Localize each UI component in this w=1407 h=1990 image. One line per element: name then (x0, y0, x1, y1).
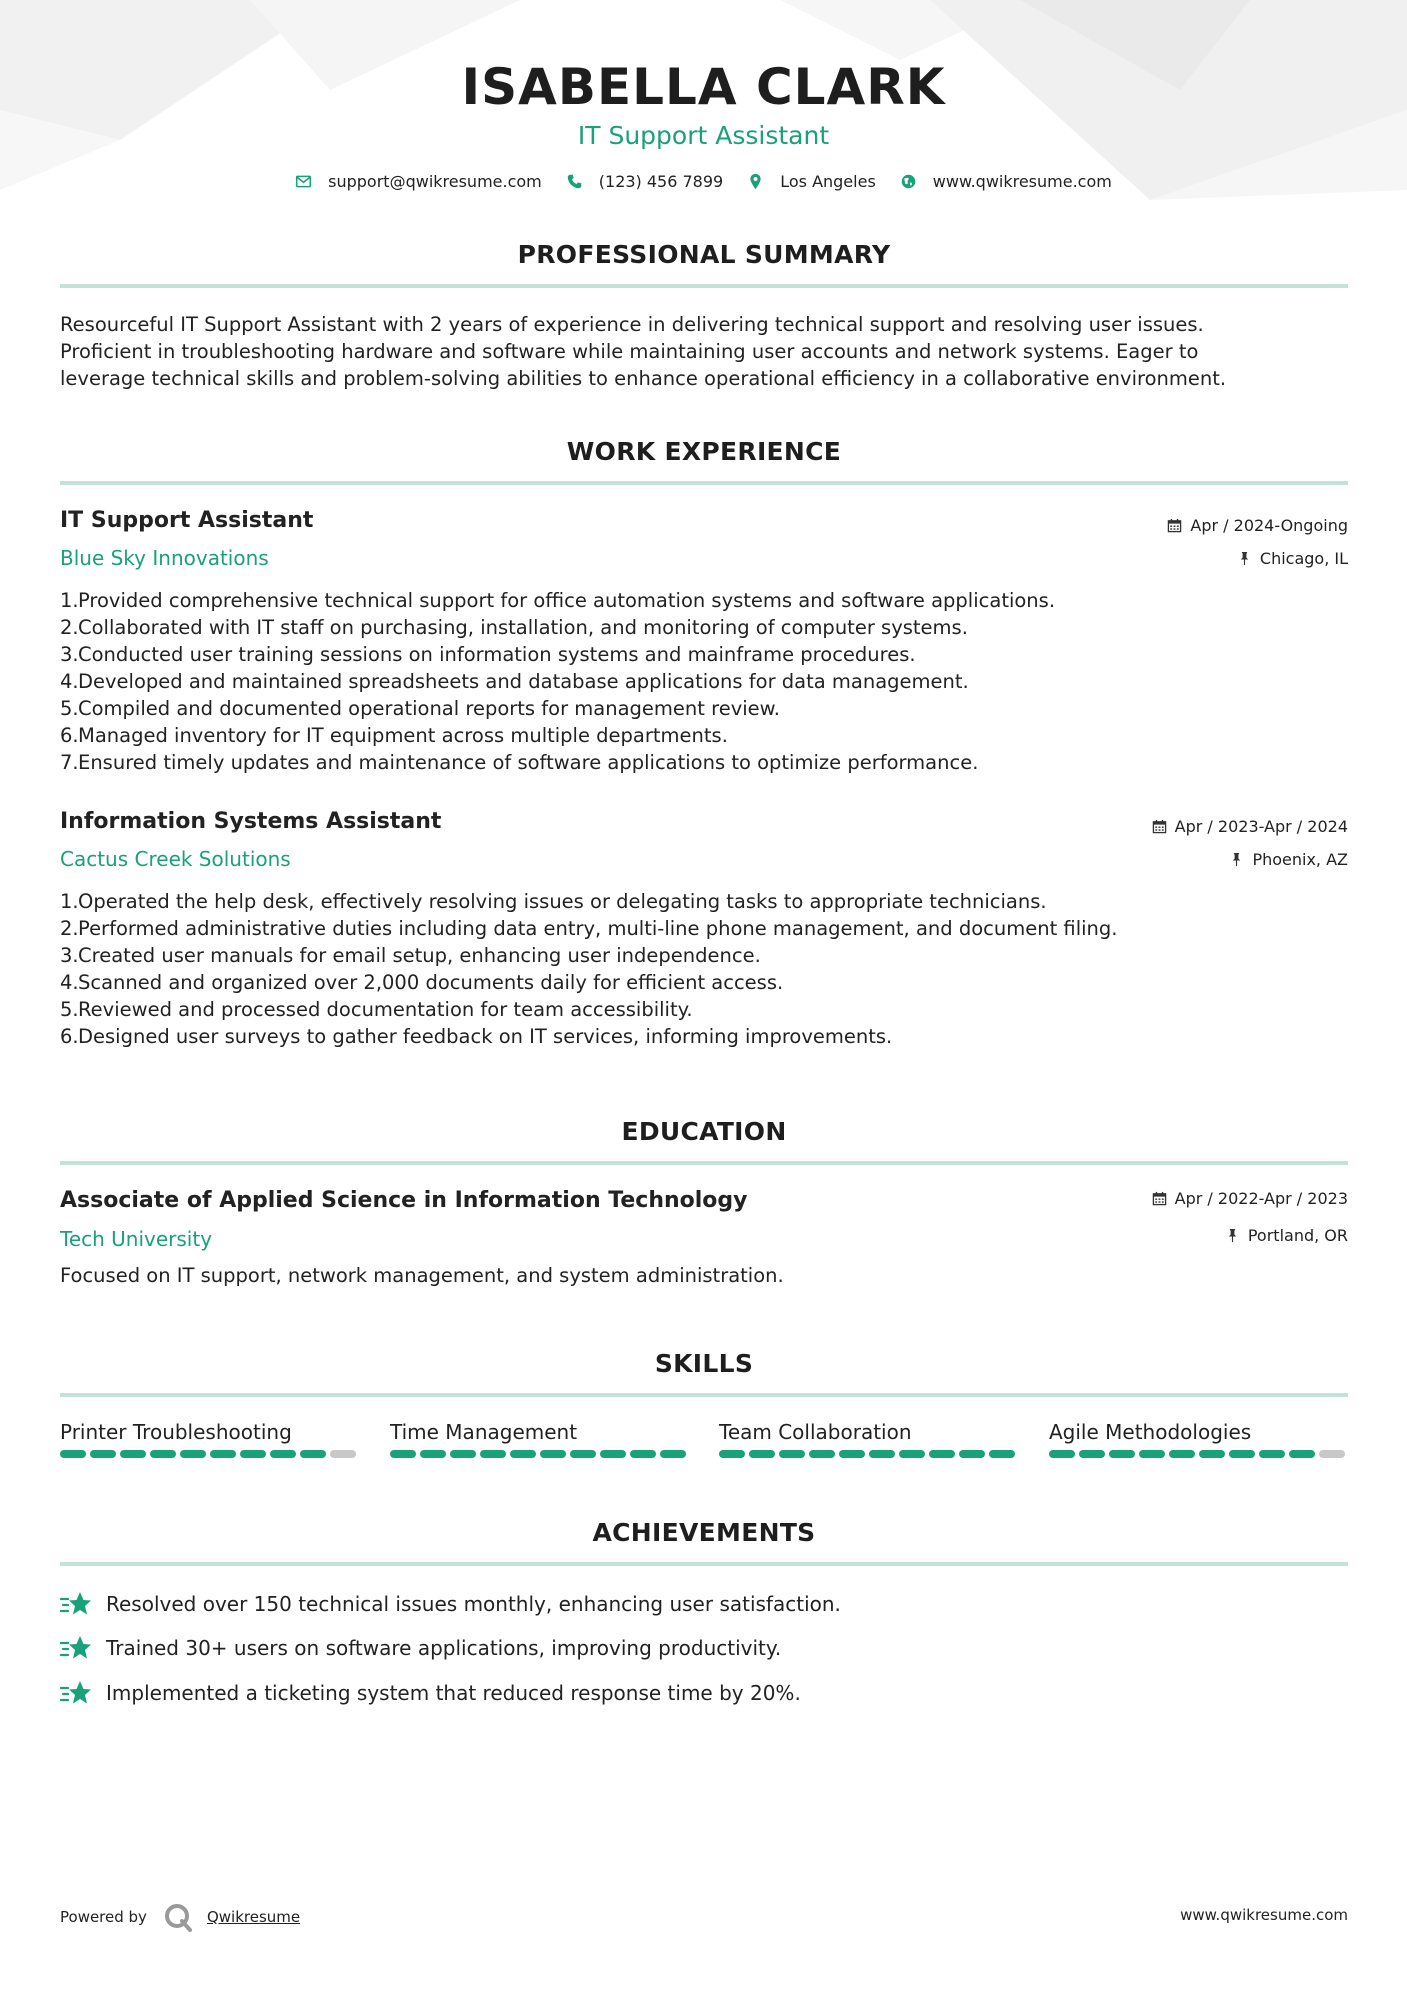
skill-segment-filled (180, 1450, 206, 1458)
skill-name: Printer Troubleshooting (60, 1420, 292, 1444)
contact-phone[interactable] (566, 172, 723, 191)
section-divider (60, 1562, 1348, 1566)
skill-segment-empty (330, 1450, 356, 1458)
job-title: IT Support Assistant (60, 508, 314, 533)
skill-segment-filled (630, 1450, 656, 1458)
skill-level-bar (60, 1450, 360, 1458)
qwikresume-logo-icon (163, 1902, 193, 1932)
list-item: 5. Compiled and documented operational reports for management review. (60, 697, 781, 720)
achievement-text: Implemented a ticketing system that reduced response time by 20%. (106, 1681, 801, 1705)
list-item: 2. Collaborated with IT staff on purchasing, installation, and monitoring of computer systems. (60, 616, 968, 639)
section-divider (60, 481, 1348, 485)
skill-segment-filled (480, 1450, 506, 1458)
experience-heading: WORK EXPERIENCE (566, 437, 842, 466)
skill-segment-filled (120, 1450, 146, 1458)
list-item: 2. Performed administrative duties including data entry, multi-line phone management, and document filing. (60, 917, 1118, 940)
footer-powered-by (60, 1902, 300, 1932)
achievement-item (60, 1590, 841, 1618)
contact-location (747, 172, 876, 191)
list-item: 5. Reviewed and processed documentation for team accessibility. (60, 998, 693, 1021)
skill-segment-filled (779, 1450, 805, 1458)
skill-segment-filled (929, 1450, 955, 1458)
skill-item (390, 1420, 690, 1458)
star-icon (60, 1679, 92, 1707)
education-dates-text: Apr / 2022-Apr / 2023 (1174, 1189, 1348, 1208)
summary-heading: PROFESSIONAL SUMMARY (517, 240, 891, 269)
star-icon (60, 1590, 92, 1618)
list-item: 1. Operated the help desk, effectively resolving issues or delegating tasks to appropriate technicians. (60, 890, 1047, 913)
skill-name: Agile Methodologies (1049, 1420, 1252, 1444)
skill-segment-filled (420, 1450, 446, 1458)
skill-segment-filled (1109, 1450, 1135, 1458)
pushpin-icon (1229, 852, 1244, 867)
skill-segment-filled (90, 1450, 116, 1458)
skill-segment-filled (959, 1450, 985, 1458)
skill-item (719, 1420, 1019, 1458)
achievement-item (60, 1679, 801, 1707)
job-location (1237, 549, 1348, 568)
skill-name: Team Collaboration (719, 1420, 912, 1444)
footer-website[interactable]: www.qwikresume.com (1180, 1906, 1348, 1924)
achievement-text: Trained 30+ users on software applications, improving productivity. (106, 1636, 782, 1660)
section-divider (60, 1393, 1348, 1397)
job-location-text: Phoenix, AZ (1252, 850, 1348, 869)
list-item: 3. Created user manuals for email setup, enhancing user independence. (60, 944, 761, 967)
skill-segment-filled (1049, 1450, 1075, 1458)
map-pin-icon (747, 173, 764, 190)
envelope-icon (295, 173, 312, 190)
phone-icon (566, 173, 583, 190)
skill-segment-filled (600, 1450, 626, 1458)
achievements-heading: ACHIEVEMENTS (592, 1518, 816, 1547)
skill-segment-filled (540, 1450, 566, 1458)
list-item: 6. Managed inventory for IT equipment across multiple departments. (60, 724, 728, 747)
list-item: 4. Developed and maintained spreadsheets and database applications for data management. (60, 670, 969, 693)
skill-item (1049, 1420, 1349, 1458)
job-dates-text: Apr / 2023-Apr / 2024 (1174, 817, 1348, 836)
school-name: Tech University (60, 1227, 213, 1251)
company-name: Cactus Creek Solutions (60, 847, 291, 871)
job-location (1229, 850, 1348, 869)
skill-segment-filled (150, 1450, 176, 1458)
job-dates-text: Apr / 2024-Ongoing (1190, 516, 1348, 535)
skill-segment-filled (270, 1450, 296, 1458)
job-duties-list (60, 587, 1348, 776)
contact-phone-text: (123) 456 7899 (598, 172, 724, 191)
skill-segment-filled (210, 1450, 236, 1458)
globe-icon (900, 173, 917, 190)
skill-segment-empty (1319, 1450, 1345, 1458)
skill-segment-filled (899, 1450, 925, 1458)
summary-text (60, 311, 1348, 392)
achievement-item (60, 1634, 781, 1662)
contact-location-text: Los Angeles (780, 172, 876, 191)
candidate-name: ISABELLA CLARK (461, 58, 946, 116)
skill-segment-filled (1079, 1450, 1105, 1458)
calendar-icon (1152, 819, 1167, 834)
skill-segment-filled (809, 1450, 835, 1458)
calendar-icon (1167, 518, 1182, 533)
pushpin-icon (1237, 551, 1252, 566)
education-location (1225, 1226, 1348, 1245)
education-location-text: Portland, OR (1247, 1226, 1348, 1245)
company-name: Blue Sky Innovations (60, 546, 269, 570)
skill-segment-filled (1229, 1450, 1255, 1458)
education-dates (1152, 1189, 1348, 1208)
contact-bar (0, 172, 1407, 191)
skill-segment-filled (570, 1450, 596, 1458)
contact-email[interactable] (295, 172, 542, 191)
education-description: Focused on IT support, network management, and system administration. (60, 1264, 784, 1287)
skills-heading: SKILLS (654, 1349, 754, 1378)
pushpin-icon (1225, 1228, 1240, 1243)
skill-segment-filled (869, 1450, 895, 1458)
list-item: 6. Designed user surveys to gather feedback on IT services, informing improvements. (60, 1025, 893, 1048)
education-heading: EDUCATION (621, 1117, 787, 1146)
skill-segment-filled (240, 1450, 266, 1458)
skill-level-bar (390, 1450, 690, 1458)
job-title: Information Systems Assistant (60, 809, 442, 834)
degree-title: Associate of Applied Science in Information Technology (60, 1188, 748, 1213)
skill-segment-filled (989, 1450, 1015, 1458)
summary-line: Resourceful IT Support Assistant with 2 years of experience in delivering technical support and resolving user issues. (60, 313, 1204, 336)
skill-segment-filled (510, 1450, 536, 1458)
skill-segment-filled (1289, 1450, 1315, 1458)
skill-segment-filled (749, 1450, 775, 1458)
job-dates (1152, 817, 1348, 836)
skill-segment-filled (1199, 1450, 1225, 1458)
skill-segment-filled (1139, 1450, 1165, 1458)
qwikresume-link[interactable]: Qwikresume (206, 1908, 301, 1926)
achievement-text: Resolved over 150 technical issues monthly, enhancing user satisfaction. (106, 1592, 841, 1616)
skill-segment-filled (390, 1450, 416, 1458)
skill-segment-filled (660, 1450, 686, 1458)
candidate-title: IT Support Assistant (577, 121, 830, 150)
contact-email-text: support@qwikresume.com (328, 172, 542, 191)
skill-segment-filled (719, 1450, 745, 1458)
skill-level-bar (719, 1450, 1019, 1458)
section-divider (60, 1161, 1348, 1165)
skill-segment-filled (1259, 1450, 1285, 1458)
summary-line: Proficient in troubleshooting hardware and software while maintaining user accounts and network systems. Eager to (60, 340, 1199, 363)
powered-by-label: Powered by (60, 1908, 147, 1926)
skill-name: Time Management (390, 1420, 578, 1444)
job-location-text: Chicago, IL (1259, 549, 1348, 568)
skill-segment-filled (450, 1450, 476, 1458)
summary-line: leverage technical skills and problem-solving abilities to enhance operational efficiency in a collaborative environment. (60, 367, 1227, 390)
list-item: 3. Conducted user training sessions on information systems and mainframe procedures. (60, 643, 916, 666)
list-item: 4. Scanned and organized over 2,000 documents daily for efficient access. (60, 971, 784, 994)
list-item: 1. Provided comprehensive technical support for office automation systems and software applications. (60, 589, 1056, 612)
skill-segment-filled (300, 1450, 326, 1458)
contact-website[interactable] (900, 172, 1112, 191)
section-divider (60, 284, 1348, 288)
list-item: 7. Ensured timely updates and maintenance of software applications to optimize performance. (60, 751, 979, 774)
skill-segment-filled (1169, 1450, 1195, 1458)
skill-segment-filled (839, 1450, 865, 1458)
skill-item (60, 1420, 360, 1458)
star-icon (60, 1634, 92, 1662)
job-duties-list (60, 888, 1348, 1050)
skill-segment-filled (60, 1450, 86, 1458)
contact-website-text: www.qwikresume.com (932, 172, 1112, 191)
calendar-icon (1152, 1191, 1167, 1206)
skill-level-bar (1049, 1450, 1349, 1458)
job-dates (1167, 516, 1348, 535)
